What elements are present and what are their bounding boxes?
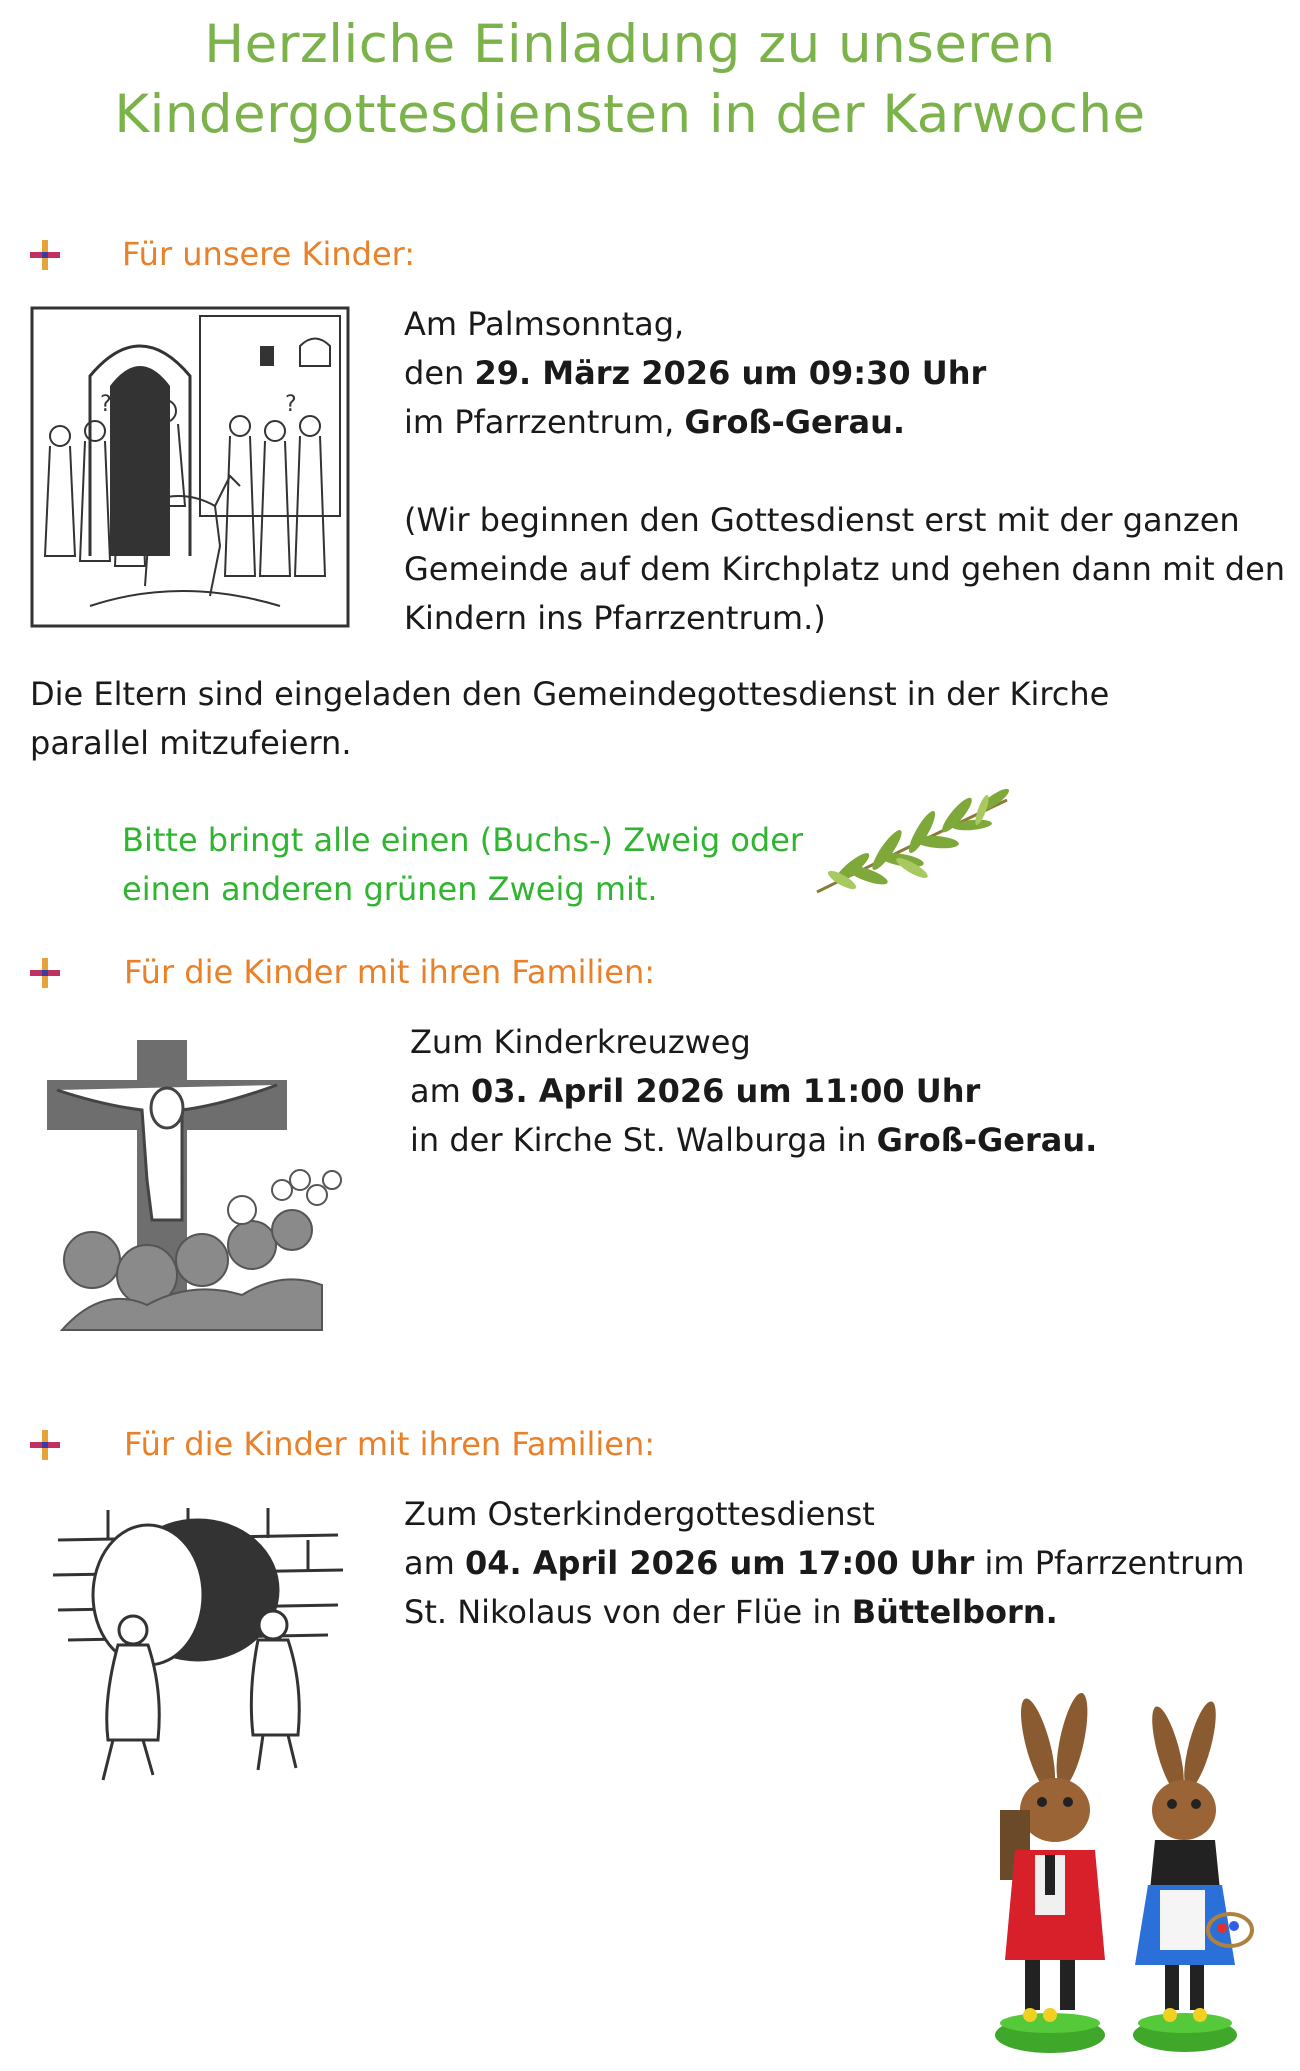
event1-note-line1: (Wir beginnen den Gottesdienst erst mit der ganzen [404, 501, 1240, 539]
branch-request [122, 816, 803, 914]
event3-details [404, 1490, 1245, 1637]
section-heading-kids: Für unsere Kinder: [122, 235, 416, 273]
event2-line3: in der Kirche St. Walburga in Groß-Gerau. [410, 1121, 1098, 1159]
event2-location: Groß-Gerau. [876, 1121, 1098, 1159]
cross-bullet-icon [28, 1428, 62, 1462]
event2-line1: Zum Kinderkreuzweg [410, 1023, 751, 1061]
event1-location: Groß-Gerau. [684, 403, 906, 441]
svg-text:? ?: ? ? [100, 392, 131, 417]
event1-line2: den 29. März 2026 um 09:30 Uhr [404, 354, 987, 392]
event3-line1: Zum Osterkindergottesdienst [404, 1495, 875, 1533]
event3-line3: St. Nikolaus von der Flüe in Büttelborn. [404, 1593, 1058, 1631]
event1-date: 29. März 2026 um 09:30 Uhr [474, 354, 987, 392]
green-branch-icon [812, 780, 1012, 895]
parents-note [30, 670, 1109, 768]
event1-note-line3: Kindern ins Pfarrzentrum.) [404, 599, 826, 637]
event3-line2: am 04. April 2026 um 17:00 Uhr im Pfarrzentrum [404, 1544, 1245, 1582]
event2-date: 03. April 2026 um 11:00 Uhr [470, 1072, 981, 1110]
event2-details [410, 1018, 1097, 1165]
event1-line1: Am Palmsonntag, [404, 305, 685, 343]
event1-details [404, 300, 1285, 643]
crucifix-illustration [42, 1030, 362, 1340]
event1-note-line2: Gemeinde auf dem Kirchplatz und gehen dann mit den [404, 550, 1286, 588]
palm-sunday-illustration [30, 306, 350, 628]
section-heading-families-2: Für die Kinder mit ihren Familien: [124, 1425, 656, 1463]
empty-tomb-illustration [48, 1500, 348, 1790]
svg-text:?: ? [285, 392, 297, 417]
parents-note-line2: parallel mitzufeiern. [30, 724, 352, 762]
cross-bullet-icon [28, 238, 62, 272]
easter-bunnies-illustration [990, 1690, 1260, 2065]
cross-bullet-icon [28, 956, 62, 990]
event1-line3: im Pfarrzentrum, Groß-Gerau. [404, 403, 906, 441]
event3-location: Büttelborn. [851, 1593, 1058, 1631]
parents-note-line1: Die Eltern sind eingeladen den Gemeindegottesdienst in der Kirche [30, 675, 1110, 713]
title-line-2: Kindergottesdiensten in der Karwoche [114, 84, 1146, 145]
title-line-1: Herzliche Einladung zu unseren [204, 14, 1056, 75]
branch-request-line1: Bitte bringt alle einen (Buchs-) Zweig oder [122, 821, 804, 859]
event2-line2: am 03. April 2026 um 11:00 Uhr [410, 1072, 981, 1110]
branch-request-line2: einen anderen grünen Zweig mit. [122, 870, 658, 908]
section-heading-families-1: Für die Kinder mit ihren Familien: [124, 953, 656, 991]
event3-date: 04. April 2026 um 17:00 Uhr [464, 1544, 975, 1582]
page-title [0, 10, 1260, 150]
